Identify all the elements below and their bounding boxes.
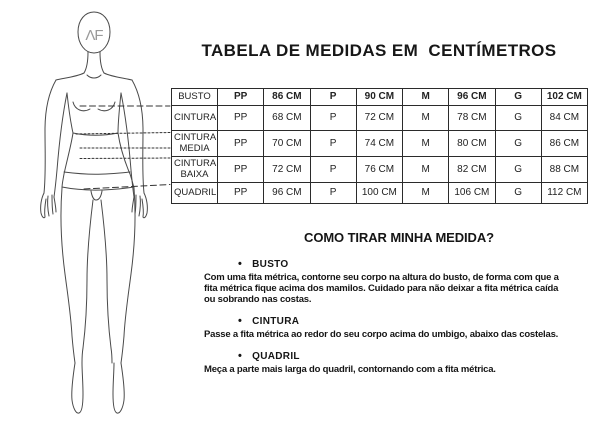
instruction-text: Meça a parte mais larga do quadril, contornando com a fita métrica. [204, 364, 496, 375]
measure-cell: G [495, 89, 541, 106]
bullet-icon: • [238, 258, 243, 270]
measure-cell: M [403, 131, 449, 157]
instruction-label: QUADRIL [252, 351, 300, 362]
measure-cell: P [310, 131, 356, 157]
measure-cell: 86 CM [541, 131, 587, 157]
instruction-item [196, 351, 602, 375]
measure-cell: P [310, 89, 356, 106]
measure-cell: G [495, 183, 541, 204]
measure-cell: 106 CM [449, 183, 495, 204]
measure-cell: M [403, 183, 449, 204]
measure-cell: 84 CM [541, 106, 587, 131]
measure-cell: 82 CM [449, 157, 495, 183]
measure-cell: 74 CM [356, 131, 402, 157]
table-row [172, 183, 588, 204]
table-row [172, 89, 588, 106]
instructions-section [196, 230, 602, 386]
measure-cell: 96 CM [449, 89, 495, 106]
size-table [171, 88, 588, 204]
instruction-text: Passe a fita métrica ao redor do seu corpo acima do umbigo, abaixo das costelas. [204, 329, 559, 340]
measure-cell: M [403, 157, 449, 183]
measure-cell: PP [218, 106, 264, 131]
row-label: QUADRIL [172, 183, 218, 204]
table-row [172, 106, 588, 131]
measure-cell: 100 CM [356, 183, 402, 204]
measure-cell: 96 CM [264, 183, 310, 204]
bullet-icon: • [238, 315, 243, 327]
measure-cell: 72 CM [356, 106, 402, 131]
measure-cell: 80 CM [449, 131, 495, 157]
crotch-line [91, 191, 102, 200]
instruction-item [196, 259, 602, 305]
instruction-label: CINTURA [252, 316, 300, 327]
measure-cell: G [495, 106, 541, 131]
measure-cell: PP [218, 157, 264, 183]
bullet-icon: • [238, 350, 243, 362]
measure-cell: G [495, 131, 541, 157]
mid-hip-line [64, 172, 130, 174]
instructions-list [196, 259, 602, 375]
measure-cell: 76 CM [356, 157, 402, 183]
figure-sketch [0, 0, 200, 439]
measure-cell: 86 CM [264, 89, 310, 106]
measure-cell: P [310, 106, 356, 131]
measure-cell: G [495, 157, 541, 183]
instruction-label: BUSTO [252, 259, 289, 270]
table-row [172, 157, 588, 183]
measure-connector-lines [76, 106, 170, 189]
measure-cell: M [403, 89, 449, 106]
measure-cell: M [403, 106, 449, 131]
af-logo: ΛF [85, 27, 103, 44]
row-label: CINTURA MEDIA [172, 131, 218, 157]
instructions-heading: COMO TIRAR MINHA MEDIDA? [304, 230, 494, 245]
measure-cell: PP [218, 183, 264, 204]
row-label: CINTURA BAIXA [172, 157, 218, 183]
measure-cell: 68 CM [264, 106, 310, 131]
measure-cell: 90 CM [356, 89, 402, 106]
measure-cell: 102 CM [541, 89, 587, 106]
measure-cell: PP [218, 89, 264, 106]
instruction-item [196, 316, 602, 340]
table-row [172, 131, 588, 157]
measure-cell: 78 CM [449, 106, 495, 131]
measure-cell: 88 CM [541, 157, 587, 183]
measure-cell: 70 CM [264, 131, 310, 157]
instruction-text: Com uma fita métrica, contorne seu corpo na altura do busto, de forma com que a fita métrica fique acima dos mamilos. Cuidado para não deixar a fita métrica caída ou sobrando nas costas. [204, 272, 559, 305]
waist-connector-line [76, 133, 170, 135]
measure-cell: 112 CM [541, 183, 587, 204]
low-waist-connector-line [80, 158, 170, 159]
measure-cell: P [310, 183, 356, 204]
row-label: CINTURA [172, 106, 218, 131]
measure-cell: 72 CM [264, 157, 310, 183]
measure-cell: PP [218, 131, 264, 157]
row-label: BUSTO [172, 89, 218, 106]
page-title: TABELA DE MEDIDAS EM CENTÍMETROS [201, 41, 557, 60]
size-table-body [172, 89, 588, 204]
measure-cell: P [310, 157, 356, 183]
